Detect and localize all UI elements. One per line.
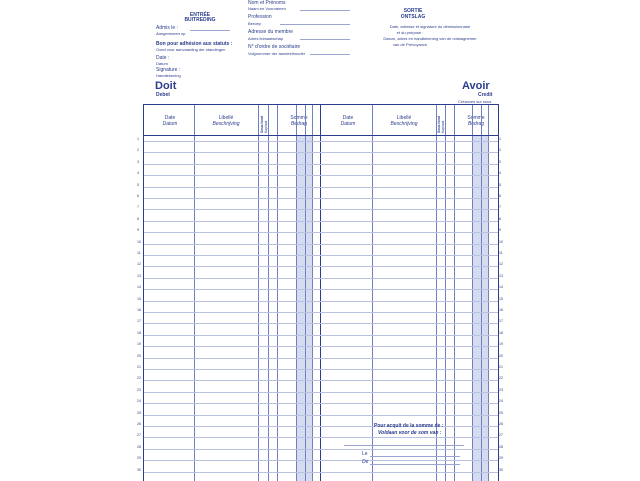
line-number-right: 6 (499, 194, 501, 198)
receipt-label-nl: Voldaan voor de som van : (378, 430, 442, 436)
line-number-right: 22 (499, 376, 503, 381)
ledger-row-line (144, 175, 498, 176)
col-date-label: Date (164, 115, 176, 121)
col-beschrijving-label: Beschrijving (212, 121, 240, 127)
line-number-left: 27 (137, 433, 141, 438)
ledger-row-line (144, 312, 498, 313)
ledger-row-line (144, 266, 498, 267)
line-number-right: 23 (499, 387, 503, 392)
ledger-row-line (144, 358, 498, 359)
line-number-right: 26 (499, 422, 503, 426)
ledger-row-line (144, 198, 498, 199)
line-number-right: 7 (499, 205, 501, 210)
line-number-right: 3 (499, 159, 501, 164)
col-folio-label-nl-r: Kapitaal (441, 120, 445, 133)
ledger-row-line (144, 301, 498, 302)
handtekening-label: Handtekening (156, 73, 181, 78)
entry-title-nl: BUITREDING (184, 17, 216, 23)
bon-label: Bon pour adhésion aux statuts : (156, 41, 233, 47)
col-libelle-label-r: Libellé (396, 115, 412, 121)
line-number-right: 27 (499, 433, 503, 438)
credit-title: Credit (478, 92, 493, 98)
ledger-row-line (144, 392, 498, 393)
line-number-right: 5 (499, 182, 501, 187)
line-number-left: 24 (137, 399, 141, 404)
naam-label: Naam en Voornamen (248, 6, 286, 11)
col-folio-label-r: Sous-fond (437, 116, 441, 133)
line-number-right: 8 (499, 216, 501, 221)
avoir-title: Avoir (462, 80, 490, 92)
admis-label-nl: Aangenomen op (156, 31, 186, 36)
datum-label: Datum (156, 61, 168, 66)
ledger-row-line (144, 335, 498, 336)
line-number-right: 21 (499, 365, 503, 369)
line-number-left: 21 (137, 365, 141, 369)
adresse-label: Adresse du membre (248, 29, 294, 35)
line-number-left: 2 (137, 148, 139, 153)
line-number-right: 28 (499, 444, 503, 449)
line-number-right: 11 (499, 251, 503, 255)
ledger-row-line (144, 472, 498, 473)
admis-label: Admis le : (156, 25, 178, 31)
line-number-left: 16 (137, 308, 141, 312)
line-number-right: 2 (499, 148, 501, 153)
line-number-right: 12 (499, 262, 503, 267)
line-number-right: 29 (499, 456, 503, 461)
line-number-left: 7 (137, 205, 139, 210)
receipt-label: Pour acquit de la somme de : (374, 423, 444, 429)
line-number-right: 9 (499, 228, 501, 233)
ledger-row-line (144, 187, 498, 188)
profession-label: Profession (248, 14, 272, 20)
col-datum-label-r: Datum (340, 121, 356, 127)
exit-line2: et du préposé : (396, 30, 424, 35)
ledger-row-line (144, 232, 498, 233)
col-somme-label: Somme (290, 115, 308, 121)
ledger-row-line (144, 278, 498, 279)
col-beschrijving-label-r: Beschrijving (390, 121, 418, 127)
line-number-right: 13 (499, 273, 503, 278)
line-number-left: 25 (137, 410, 141, 415)
line-number-right: 1 (499, 137, 501, 141)
line-number-left: 26 (137, 422, 141, 426)
no-label: N° d'ordre de sociétaire (248, 44, 301, 50)
line-number-left: 13 (137, 273, 141, 278)
line-number-left: 10 (137, 239, 141, 244)
volgnr-label: Volgnummer der aandeelhouder (248, 51, 306, 56)
exit-title: SORTIE (403, 8, 423, 14)
col-folio-label: Sous-fond (260, 116, 264, 133)
col-libelle-label: Libellé (218, 115, 234, 121)
col-bedrag-label: Bedrag (290, 121, 308, 127)
col-date-label-r: Date (342, 115, 354, 121)
beroep-label: Beroep (248, 21, 261, 26)
ledger-row-line (144, 449, 498, 450)
ledger-row-line (144, 369, 498, 370)
ledger-row-line (144, 460, 498, 461)
col-folio-right (437, 116, 445, 133)
line-number-left: 11 (137, 251, 141, 255)
line-number-left: 15 (137, 296, 141, 301)
line-number-left: 8 (137, 216, 139, 221)
ledger-row-line (144, 289, 498, 290)
line-number-left: 30 (137, 467, 141, 472)
receipt-de: De (362, 459, 369, 465)
line-number-right: 16 (499, 308, 503, 312)
line-number-right: 25 (499, 410, 503, 415)
line-number-right: 18 (499, 330, 503, 335)
adres-label: Adres lidmaatschap (248, 36, 284, 41)
line-number-left: 17 (137, 319, 141, 324)
line-number-left: 28 (137, 444, 141, 449)
line-number-right: 24 (499, 399, 503, 404)
line-number-left: 19 (137, 342, 141, 347)
line-number-right: 19 (499, 342, 503, 347)
ledger-row-line (144, 244, 498, 245)
col-folio-left (260, 116, 268, 133)
ledger-row-line (144, 346, 498, 347)
line-number-left: 29 (137, 456, 141, 461)
entry-title: ENTRÉE (189, 12, 211, 18)
col-somme-label-r: Somme (467, 115, 485, 121)
date-label: Date : (156, 55, 170, 61)
line-number-left: 5 (137, 182, 139, 187)
line-number-right: 10 (499, 239, 503, 244)
line-number-left: 23 (137, 387, 141, 392)
receipt-le: Le (362, 451, 368, 457)
carry-note: Créances sur sous (458, 99, 492, 104)
col-datum-label: Datum (162, 121, 178, 127)
ledger-row-line (144, 141, 498, 142)
line-number-right: 4 (499, 171, 501, 176)
col-folio-label-nl: Kapitaal (264, 120, 268, 133)
ledger-row-line (144, 403, 498, 404)
line-number-left: 9 (137, 228, 139, 233)
exit-line4: van de Prévoyance (392, 42, 428, 47)
signature-label: Signature : (156, 67, 181, 73)
col-bedrag-label-r: Bedrag (467, 121, 485, 127)
line-number-left: 4 (137, 171, 139, 176)
line-number-left: 14 (137, 285, 141, 290)
ledger-row-line (144, 255, 498, 256)
ledger-row-line (144, 426, 498, 427)
bon-label-nl: Goed voor aanvaarding der standingen (156, 47, 226, 52)
line-number-right: 30 (499, 467, 503, 472)
line-number-left: 18 (137, 330, 141, 335)
line-number-right: 17 (499, 319, 503, 324)
line-number-left: 3 (137, 159, 139, 164)
ledger-row-line (144, 209, 498, 210)
ledger-row-line (144, 221, 498, 222)
exit-line3: Datum, adres en handtekening van de ontslagnemer (383, 36, 477, 41)
ledger-row-line (144, 380, 498, 381)
line-number-right: 14 (499, 285, 503, 290)
ledger-row-line (144, 437, 498, 438)
exit-line1: Date, adresse et signature du démissionnaire (389, 24, 471, 29)
line-number-left: 1 (137, 137, 139, 141)
line-number-left: 20 (137, 353, 141, 358)
nom-label: Nom et Prénoms (248, 0, 286, 6)
line-number-left: 6 (137, 194, 139, 198)
line-number-right: 15 (499, 296, 503, 301)
ledger-row-line (144, 323, 498, 324)
line-number-right: 20 (499, 353, 503, 358)
exit-title-nl: ONTSLAG (400, 14, 426, 20)
debet-title: Debet (156, 92, 170, 98)
ledger-row-line (144, 415, 498, 416)
doit-title: Doit (155, 80, 177, 92)
ledger-row-line (144, 164, 498, 165)
line-number-left: 12 (137, 262, 141, 267)
line-number-left: 22 (137, 376, 141, 381)
ledger-table (143, 104, 499, 481)
ledger-row-line (144, 152, 498, 153)
